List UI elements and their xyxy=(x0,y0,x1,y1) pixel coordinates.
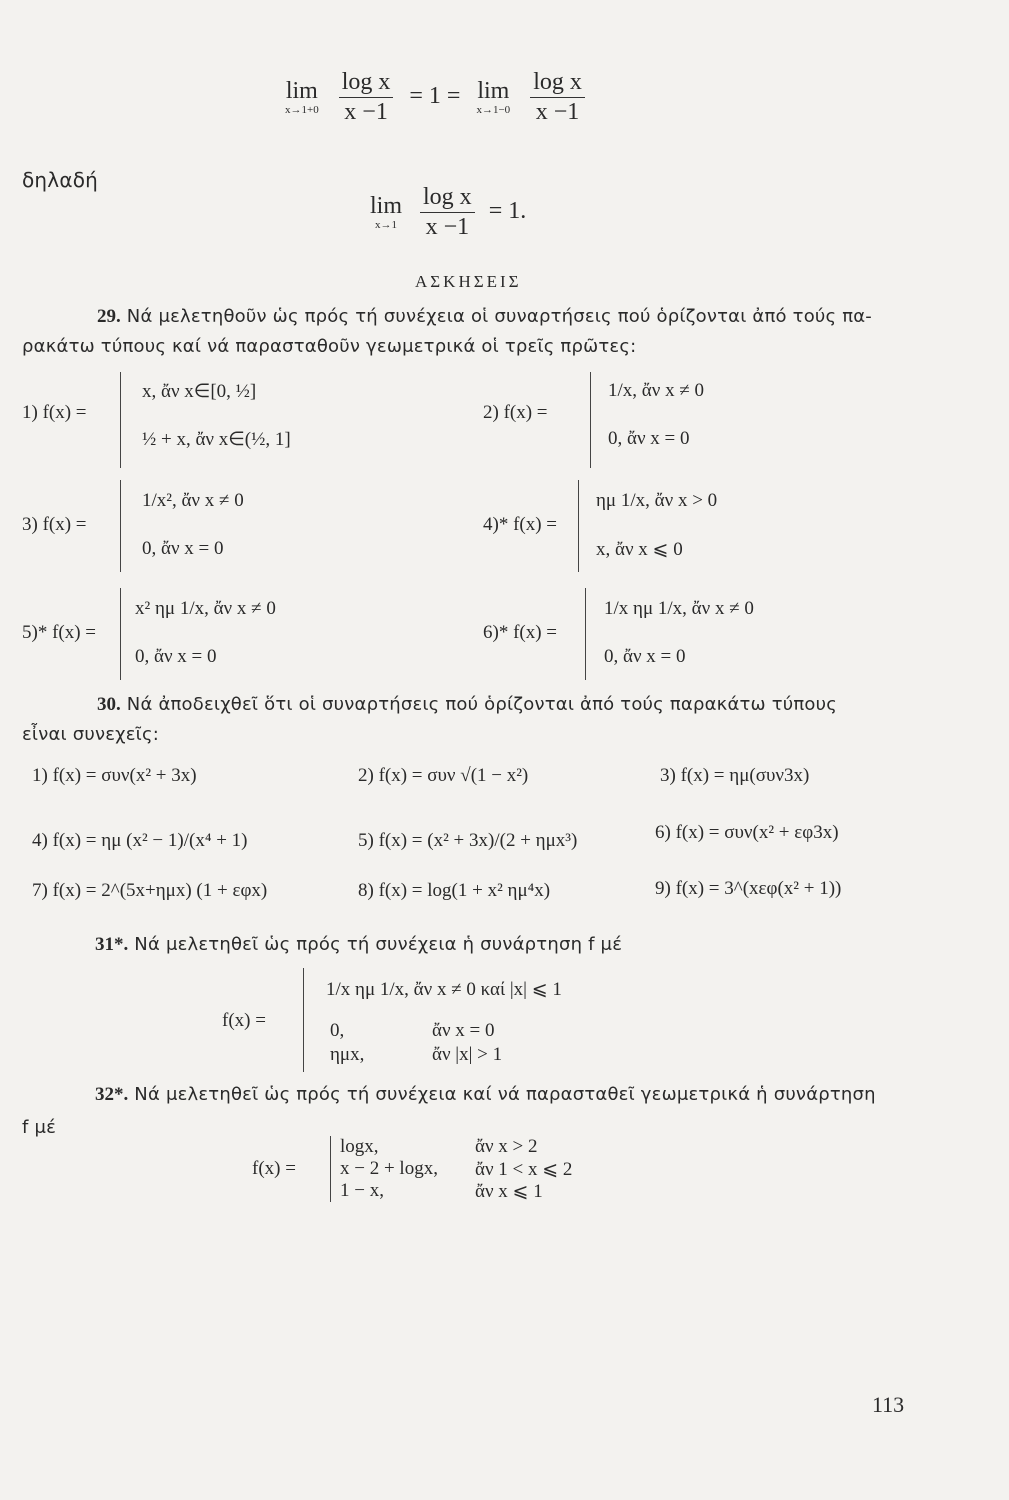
case-1-cond: ἄν x > 2 xyxy=(475,1136,538,1157)
case-2-cond: ἄν 1 < x ⩽ 2 xyxy=(475,1159,573,1180)
brace xyxy=(120,480,121,572)
equals-one: = 1 = xyxy=(409,83,461,110)
denominator: x −1 xyxy=(425,214,470,241)
function-2-case-1: 1/x, ἄν x ≠ 0 xyxy=(608,380,705,401)
exercise-line: ρακάτω τύπους καί νά παρασταθοῦν γεωμετρικά οἱ τρεῖς πρῶτες: xyxy=(22,336,637,357)
formula-item: 6) f(x) = συν(x² + εφ3x) xyxy=(655,822,839,843)
numerator: log x xyxy=(420,185,475,213)
exercise-31-text xyxy=(95,933,622,956)
function-2-case-2: 0, ἄν x = 0 xyxy=(608,428,690,449)
brace xyxy=(585,588,586,680)
lim-word: lim xyxy=(370,193,403,220)
equals-one: = 1. xyxy=(488,198,527,225)
exercise-line: εἶναι συνεχεῖς: xyxy=(22,724,160,745)
page-number: 113 xyxy=(872,1392,905,1417)
lim-subscript: x→1+0 xyxy=(285,103,319,116)
function-1-case-1: x, ἄν x∈[0, ½] xyxy=(142,381,257,402)
function-3-case-1: 1/x², ἄν x ≠ 0 xyxy=(142,490,244,511)
brace xyxy=(330,1136,331,1202)
denominator: x −1 xyxy=(535,99,580,126)
case-3-expr: 1 − x, xyxy=(340,1180,384,1201)
lim-word: lim xyxy=(285,78,318,105)
exercise-line: f μέ xyxy=(22,1117,57,1138)
limit-equation-1 xyxy=(285,70,585,125)
denominator: x −1 xyxy=(344,99,388,126)
exercise-number: 29. xyxy=(97,306,121,327)
exercise-line: Νά μελετηθοῦν ὡς πρός τή συνέχεια οἱ συναρτήσεις πού ὁρίζονται ἀπό τούς πα- xyxy=(126,306,873,327)
lim-word: lim xyxy=(477,78,510,105)
case-3-expr: ημx, xyxy=(330,1044,365,1065)
section-heading: ΑΣΚΗΣΕΙΣ xyxy=(415,272,522,291)
formula-item: 4) f(x) = ημ (x² − 1)/(x⁴ + 1) xyxy=(32,830,248,851)
formula-item: 3) f(x) = ημ(συν3x) xyxy=(660,765,810,786)
case-3-cond: ἄν x ⩽ 1 xyxy=(475,1181,543,1202)
formula-item: 8) f(x) = log(1 + x² ημ⁴x) xyxy=(358,880,551,901)
formula-item: 7) f(x) = 2^(5x+ημx) (1 + εφx) xyxy=(32,880,268,901)
formula-item: 2) f(x) = συν √(1 − x²) xyxy=(358,765,529,786)
function-label: f(x) = xyxy=(252,1158,296,1179)
case-2-expr: x − 2 + logx, xyxy=(340,1158,438,1179)
exercise-32-text xyxy=(95,1083,876,1106)
function-4-case-2: x, ἄν x ⩽ 0 xyxy=(596,539,683,560)
function-5-label: 5)* f(x) = xyxy=(22,622,97,643)
case-1: 1/x ημ 1/x, ἄν x ≠ 0 καί |x| ⩽ 1 xyxy=(326,979,562,1000)
word-deladi: δηλαδή xyxy=(22,168,99,192)
function-4-label: 4)* f(x) = xyxy=(483,514,558,535)
function-6-case-1: 1/x ημ 1/x, ἄν x ≠ 0 xyxy=(604,598,754,619)
formula-item: 9) f(x) = 3^(xεφ(x² + 1)) xyxy=(655,878,842,899)
function-5-case-1: x² ημ 1/x, ἄν x ≠ 0 xyxy=(135,598,276,619)
function-6-case-2: 0, ἄν x = 0 xyxy=(604,646,686,667)
function-3-case-2: 0, ἄν x = 0 xyxy=(142,538,224,559)
function-5-case-2: 0, ἄν x = 0 xyxy=(135,646,217,667)
formula-item: 5) f(x) = (x² + 3x)/(2 + ημx³) xyxy=(358,830,578,851)
function-4-case-1: ημ 1/x, ἄν x > 0 xyxy=(596,490,718,511)
formula-item: 1) f(x) = συν(x² + 3x) xyxy=(32,765,197,786)
limit-equation-2 xyxy=(370,185,526,240)
exercise-29-text xyxy=(22,305,872,357)
exercise-line: Νά μελετηθεῖ ὡς πρός τή συνέχεια καί νά παρασταθεῖ γεωμετρικά ἡ συνάρτηση xyxy=(134,1084,876,1105)
exercise-number: 32*. xyxy=(95,1084,129,1105)
exercise-30-text xyxy=(22,693,837,745)
function-label: f(x) = xyxy=(222,1010,266,1031)
lim-subscript: x→1 xyxy=(375,218,397,231)
brace xyxy=(120,588,121,680)
case-2-expr: 0, xyxy=(330,1020,345,1041)
exercise-number: 30. xyxy=(97,694,121,715)
brace xyxy=(578,480,579,572)
lim-subscript: x→1−0 xyxy=(476,103,511,116)
case-2-cond: ἄν x = 0 xyxy=(432,1020,495,1041)
function-2-label: 2) f(x) = xyxy=(483,402,548,423)
function-1-label: 1) f(x) = xyxy=(22,402,87,423)
function-1-case-2: ½ + x, ἄν x∈(½, 1] xyxy=(142,429,291,450)
brace xyxy=(303,968,304,1072)
function-3-label: 3) f(x) = xyxy=(22,514,87,535)
exercise-line: Νά μελετηθεῖ ὡς πρός τή συνέχεια ἡ συνάρτηση f μέ xyxy=(134,934,623,955)
numerator: log x xyxy=(530,70,585,98)
brace xyxy=(590,372,591,468)
exercise-number: 31*. xyxy=(95,934,129,955)
function-6-label: 6)* f(x) = xyxy=(483,622,558,643)
case-3-cond: ἄν |x| > 1 xyxy=(432,1044,503,1065)
case-1-expr: logx, xyxy=(340,1136,379,1157)
numerator: log x xyxy=(339,70,394,98)
exercise-line: Νά ἀποδειχθεῖ ὅτι οἱ συναρτήσεις πού ὁρίζονται ἀπό τούς παρακάτω τύπους xyxy=(126,694,838,715)
brace xyxy=(120,372,121,468)
